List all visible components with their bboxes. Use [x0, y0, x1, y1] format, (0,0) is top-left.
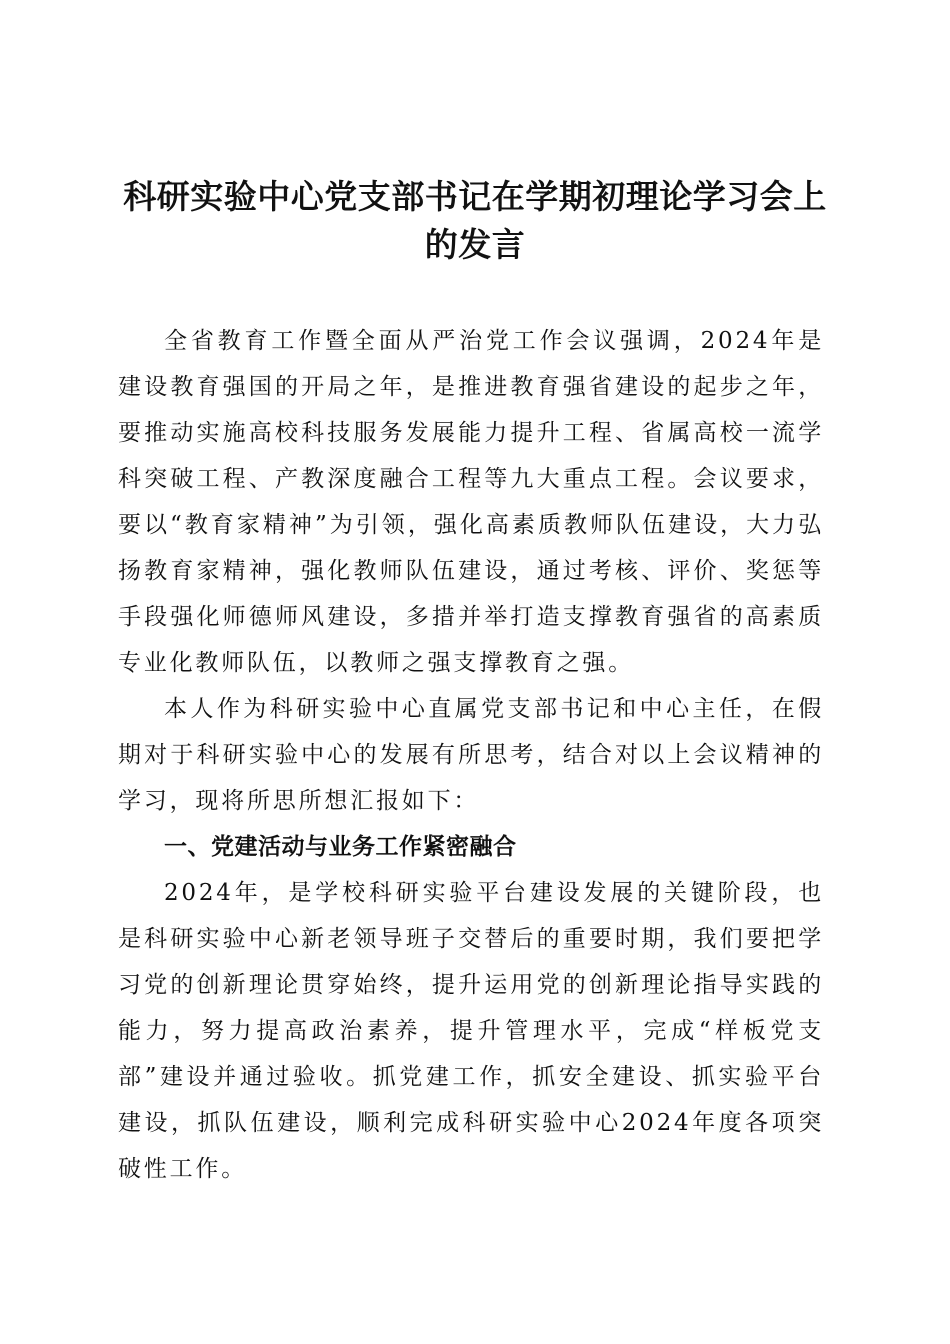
document-body: [118, 318, 824, 1192]
section-paragraph: 2024年，是学校科研实验平台建设发展的关键阶段，也是科研实验中心新老领导班子交替后的重要时期，我们要把学习党的创新理论贯穿始终，提升运用党的创新理论指导实践的能力，努力提高政治素养，提升管理水平，完成“样板党支部”建设并通过验收。抓党建工作，抓安全建设、抓实验平台建设，抓队伍建设，顺利完成科研实验中心2024年度各项突破性工作。: [118, 880, 824, 1182]
paragraph-2: 本人作为科研实验中心直属党支部书记和中心主任，在假期对于科研实验中心的发展有所思考，结合对以上会议精神的学习，现将所思所想汇报如下：: [118, 696, 824, 814]
section-heading: 一、党建活动与业务工作紧密融合: [164, 834, 517, 860]
paragraph-1: 全省教育工作暨全面从严治党工作会议强调，2024年是建设教育强国的开局之年，是推进教育强省建设的起步之年，要推动实施高校科技服务发展能力提升工程、省属高校一流学科突破工程、产教深度融合工程等九大重点工程。会议要求，要以“教育家精神”为引领，强化高素质教师队伍建设，大力弘扬教育家精神，强化教师队伍建设，通过考核、评价、奖惩等手段强化师德师风建设，多措并举打造支撑教育强省的高素质专业化教师队伍，以教师之强支撑教育之强。: [118, 328, 824, 676]
document-title: 科研实验中心党支部书记在学期初理论学习会上的发言: [123, 177, 827, 264]
